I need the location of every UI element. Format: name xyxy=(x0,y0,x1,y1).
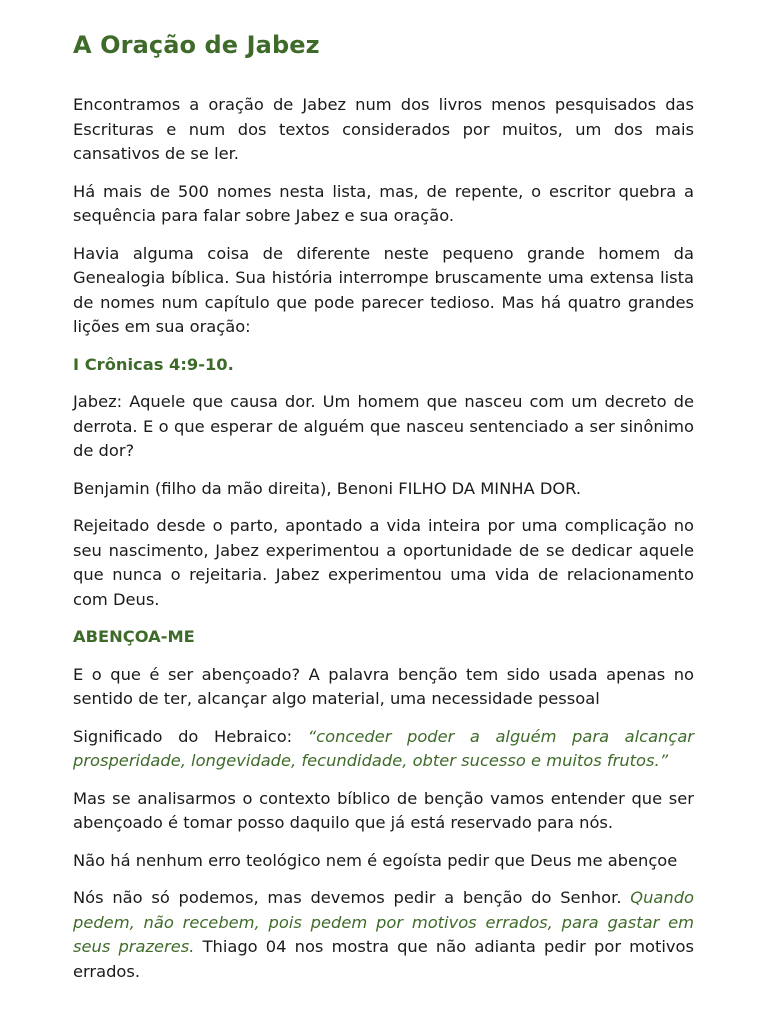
paragraph-benjamin: Benjamin (filho da mão direita), Benoni FILHO DA MINHA DOR. xyxy=(73,478,582,498)
paragraph-ask-blessing xyxy=(73,886,694,984)
hebrew-meaning-quote: “conceder poder a alguém para alcançar prosperidade, longevidade, fecundidade, obter sucesso e muitos frutos.” xyxy=(73,726,694,770)
paragraph-jabez-meaning: Jabez: Aquele que causa dor. Um homem que nasceu com um decreto de derrota. E o que esperar de alguém que nasceu sentenciado a ser sinônimo de dor? xyxy=(73,392,694,460)
paragraph-blessing-question: E o que é ser abençoado? A palavra benção tem sido usada apenas no sentido de ter, alcançar algo material, uma necessidade pessoal xyxy=(73,664,694,708)
paragraph-hebrew-meaning xyxy=(73,725,694,774)
ask-blessing-start: Nós não só podemos, mas devemos pedir a benção do Senhor. xyxy=(73,888,622,907)
ask-blessing-end: Thiago 04 nos mostra que não adianta pedir por motivos errados. xyxy=(73,937,694,981)
document-title: A Oração de Jabez xyxy=(73,31,320,59)
paragraph-names-list: Há mais de 500 nomes nesta lista, mas, de repente, o escritor quebra a sequência para falar sobre Jabez e sua oração. xyxy=(73,181,694,225)
paragraph-intro: Encontramos a oração de Jabez num dos livros menos pesquisados das Escrituras e num dos textos considerados por muitos, um dos mais cansativos de se ler. xyxy=(73,95,694,163)
section-heading-reference: I Crônicas 4:9-10. xyxy=(73,354,234,374)
paragraph-biblical-context: Mas se analisarmos o contexto bíblico de benção vamos entender que ser abençoado é tomar posso daquilo que já está reservado para nós. xyxy=(73,788,694,832)
paragraph-no-error: Não há nenhum erro teológico nem é egoísta pedir que Deus me abençoe xyxy=(73,850,678,870)
paragraph-rejected: Rejeitado desde o parto, apontado a vida inteira por uma complicação no seu nascimento, Jabez experimentou a oportunidade de se dedicar aquele que nunca o rejeitaria. Jabez experimentou uma vida de relacionamento com Deus. xyxy=(73,516,694,609)
paragraph-genealogy: Havia alguma coisa de diferente neste pequeno grande homem da Genealogia bíblica. Sua história interrompe bruscamente uma extensa lista de nomes num capítulo que pode parecer tedioso. Mas há quatro grandes lições em sua oração: xyxy=(73,243,694,336)
ask-blessing-verse: Quando pedem, não recebem, pois pedem por motivos errados, para gastar em seus prazeres. xyxy=(73,888,694,956)
hebrew-meaning-label: Significado do Hebraico: xyxy=(73,726,293,746)
section-heading-bless-me: ABENÇOA-ME xyxy=(73,627,195,646)
